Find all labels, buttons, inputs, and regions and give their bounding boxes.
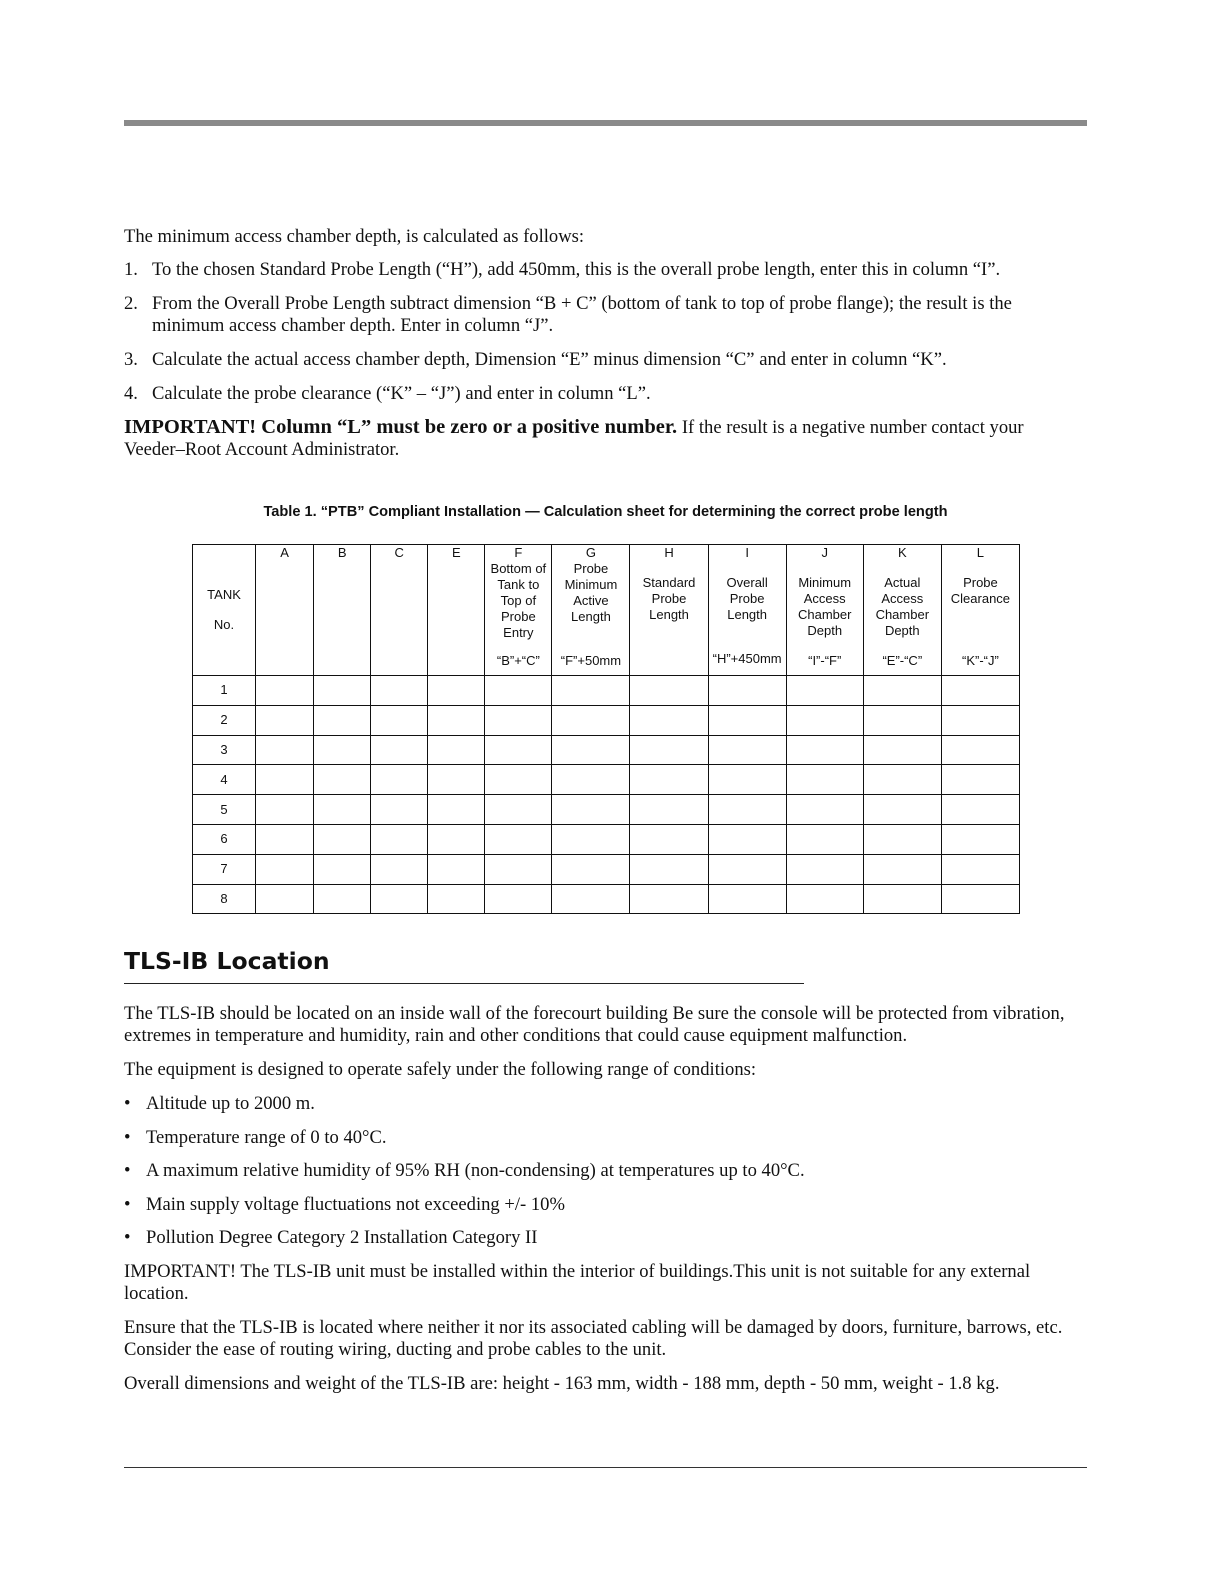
entry-cell[interactable] [371,824,428,854]
entry-cell[interactable] [786,676,863,706]
step-number: 3. [124,349,138,370]
entry-cell[interactable] [630,884,708,914]
entry-cell[interactable] [630,824,708,854]
entry-cell[interactable] [941,824,1019,854]
step-item [124,383,1087,405]
entry-cell[interactable] [485,854,552,884]
column-formula: “F”+50mm [560,653,622,668]
entry-cell[interactable] [708,765,786,795]
entry-cell[interactable] [314,854,371,884]
entry-cell[interactable] [941,705,1019,735]
entry-cell[interactable] [941,765,1019,795]
column-header-j: J Minimum Access Chamber Depth “I”-“F” [786,545,863,676]
tank-number-cell: 2 [193,705,256,735]
entry-cell[interactable] [708,884,786,914]
entry-cell[interactable] [485,884,552,914]
location-paragraph: IMPORTANT! The TLS-IB unit must be installed within the interior of buildings.This unit is not suitable for any external location. [124,1260,1031,1304]
section-header [124,946,804,984]
column-header-h: H Standard Probe Length [630,545,708,676]
table-row [193,765,1020,795]
important-rest: If the result is a negative number contact your Veeder–Root Account Administrator. [124,417,1024,460]
entry-cell[interactable] [630,705,708,735]
entry-cell[interactable] [863,824,941,854]
conditions-list [124,1093,1087,1249]
column-desc: Overall Probe Length [726,575,768,622]
entry-cell[interactable] [256,854,314,884]
location-paragraph: Ensure that the TLS-IB is located where neither it nor its associated cabling will be damaged by doors, furniture, barrows, etc. Consider the ease of routing wiring, ducting and probe cables to the unit. [124,1316,1063,1360]
entry-cell[interactable] [630,795,708,825]
entry-cell[interactable] [314,676,371,706]
tank-number-cell: 5 [193,795,256,825]
entry-cell[interactable] [552,854,630,884]
condition-item: • A maximum relative humidity of 95% RH (non-condensing) at temperatures up to 40°C. [124,1160,805,1181]
column-desc: Standard Probe Length [642,575,696,622]
entry-cell[interactable] [256,765,314,795]
entry-cell[interactable] [630,765,708,795]
footer-rule [124,1467,1087,1468]
entry-cell[interactable] [371,765,428,795]
column-formula: “B”+“C” [496,653,540,668]
tank-number-cell: 3 [193,735,256,765]
entry-cell[interactable] [256,795,314,825]
entry-cell[interactable] [863,854,941,884]
entry-cell[interactable] [552,884,630,914]
step-text: Calculate the probe clearance (“K” – “J”) and enter in column “L”. [152,383,651,404]
entry-cell[interactable] [941,884,1019,914]
column-desc: Actual Access Chamber Depth [875,575,930,638]
entry-cell[interactable] [371,854,428,884]
entry-cell[interactable] [428,705,485,735]
tank-label: TANK [207,587,241,602]
column-header-f: F Bottom of Tank to Top of Probe Entry “B”+“C” [485,545,552,676]
tank-number-cell: 4 [193,765,256,795]
entry-cell[interactable] [485,795,552,825]
column-formula: “E”-“C” [882,653,923,668]
entry-cell[interactable] [786,824,863,854]
entry-cell[interactable] [314,884,371,914]
entry-cell[interactable] [428,765,485,795]
entry-cell[interactable] [428,884,485,914]
entry-cell[interactable] [708,676,786,706]
entry-cell[interactable] [314,765,371,795]
entry-cell[interactable] [485,676,552,706]
table-body [193,676,1020,914]
condition-item: • Main supply voltage fluctuations not exceeding +/- 10% [124,1193,565,1215]
entry-cell[interactable] [708,824,786,854]
steps-list [124,259,1087,405]
bullet-icon: • [124,1126,131,1148]
entry-cell[interactable] [428,824,485,854]
step-text: To the chosen Standard Probe Length (“H”), add 450mm, this is the overall probe length, enter this in column “I”. [152,259,1001,280]
tank-number-cell: 7 [193,854,256,884]
header-rule [124,120,1087,126]
entry-cell[interactable] [786,795,863,825]
location-paragraph: The TLS-IB should be located on an inside wall of the forecourt building Be sure the console will be protected from vibration, extremes in temperature and humidity, rain and other conditions that could cause equipment malfunction. [124,1003,1065,1046]
column-header-l: L Probe Clearance “K”-“J” [941,545,1019,676]
entry-cell[interactable] [786,705,863,735]
table-caption: Table 1. “PTB” Compliant Installation — Calculation sheet for determining the correct probe length [263,504,948,520]
entry-cell[interactable] [256,824,314,854]
entry-cell[interactable] [552,705,630,735]
entry-cell[interactable] [256,884,314,914]
location-paragraph: The equipment is designed to operate safely under the following range of conditions: [124,1059,757,1080]
step-item [124,349,1087,371]
table-row [193,795,1020,825]
entry-cell[interactable] [630,676,708,706]
entry-cell[interactable] [485,705,552,735]
entry-cell[interactable] [314,795,371,825]
column-desc: Probe Clearance [950,575,1011,606]
step-number: 1. [124,259,138,280]
important-note [124,416,1087,461]
column-formula: “I”-“F” [808,653,842,668]
entry-cell[interactable] [863,765,941,795]
column-formula: “K”-“J” [962,653,999,668]
table-row [193,824,1020,854]
intro-text: The minimum access chamber depth, is calculated as follows: [124,226,585,247]
entry-cell[interactable] [485,765,552,795]
tank-number-cell: 6 [193,824,256,854]
column-header-e: E [428,545,485,676]
column-header-a: A [256,545,314,676]
tank-number-cell: 8 [193,884,256,914]
table-row [193,676,1020,706]
entry-cell[interactable] [630,854,708,884]
section-title: TLS-IB Location [124,946,804,984]
bullet-icon: • [124,1227,131,1248]
entry-cell[interactable] [708,735,786,765]
column-formula: “H”+450mm [712,651,782,666]
entry-cell[interactable] [552,765,630,795]
column-header-b: B [314,545,371,676]
condition-item: • Temperature range of 0 to 40°C. [124,1126,387,1148]
column-desc: Bottom of Tank to Top of Probe Entry [490,561,547,640]
entry-cell[interactable] [708,795,786,825]
entry-cell[interactable] [941,676,1019,706]
tank-no-label: No. [213,617,235,632]
column-desc: Probe Minimum Active Length [564,561,618,624]
bullet-icon: • [124,1160,131,1181]
entry-cell[interactable] [256,676,314,706]
step-number: 2. [124,293,138,314]
entry-cell[interactable] [552,795,630,825]
column-header-i: I Overall Probe Length “H”+450mm [708,545,786,676]
entry-cell[interactable] [863,884,941,914]
entry-cell[interactable] [371,676,428,706]
step-item [124,259,1087,281]
entry-cell[interactable] [630,735,708,765]
entry-cell[interactable] [314,735,371,765]
entry-cell[interactable] [786,884,863,914]
entry-cell[interactable] [552,735,630,765]
step-item [124,293,1087,337]
entry-cell[interactable] [371,735,428,765]
entry-cell[interactable] [786,854,863,884]
column-header-k: K Actual Access Chamber Depth “E”-“C” [863,545,941,676]
location-paragraph: Overall dimensions and weight of the TLS-IB are: height - 163 mm, width - 188 mm, depth - 50 mm, weight - 1.8 kg. [124,1372,1000,1394]
entry-cell[interactable] [941,735,1019,765]
entry-cell[interactable] [708,854,786,884]
entry-cell[interactable] [256,735,314,765]
bullet-icon: • [124,1093,131,1114]
entry-cell[interactable] [371,884,428,914]
column-header-g: G Probe Minimum Active Length “F”+50mm [552,545,630,676]
entry-cell[interactable] [863,676,941,706]
step-text: From the Overall Probe Length subtract dimension “B + C” (bottom of tank to top of probe flange); the result is the minimum access chamber depth. Enter in column “J”. [152,293,1012,336]
entry-cell[interactable] [314,824,371,854]
entry-cell[interactable] [428,735,485,765]
condition-item: • Pollution Degree Category 2 Installation Category II [124,1227,538,1248]
entry-cell[interactable] [941,795,1019,825]
entry-cell[interactable] [428,676,485,706]
entry-cell[interactable] [485,735,552,765]
entry-cell[interactable] [863,705,941,735]
table-header-row [193,545,1020,676]
tank-number-cell: 1 [193,676,256,706]
column-header-c: C [371,545,428,676]
entry-cell[interactable] [863,795,941,825]
entry-cell[interactable] [371,705,428,735]
entry-cell[interactable] [371,795,428,825]
bullet-icon: • [124,1193,131,1215]
entry-cell[interactable] [552,676,630,706]
column-desc: Minimum Access Chamber Depth [797,575,852,638]
entry-cell[interactable] [314,705,371,735]
calculation-instructions [124,226,1087,461]
important-bold: IMPORTANT! Column “L” must be zero or a positive number. [124,416,678,438]
step-text: Calculate the actual access chamber depth, Dimension “E” minus dimension “C” and enter in column “K”. [152,349,947,370]
entry-cell[interactable] [485,824,552,854]
step-number: 4. [124,383,138,404]
entry-cell[interactable] [941,854,1019,884]
table-row [193,705,1020,735]
tank-header [193,545,256,676]
location-section [124,1003,1087,1407]
entry-cell[interactable] [552,824,630,854]
entry-cell[interactable] [708,705,786,735]
entry-cell[interactable] [256,705,314,735]
entry-cell[interactable] [428,795,485,825]
entry-cell[interactable] [786,765,863,795]
table-row [193,735,1020,765]
condition-item: • Altitude up to 2000 m. [124,1093,315,1114]
entry-cell[interactable] [786,735,863,765]
entry-cell[interactable] [863,735,941,765]
calculation-table [192,544,1020,914]
table-row [193,884,1020,914]
entry-cell[interactable] [428,854,485,884]
table-row [193,854,1020,884]
